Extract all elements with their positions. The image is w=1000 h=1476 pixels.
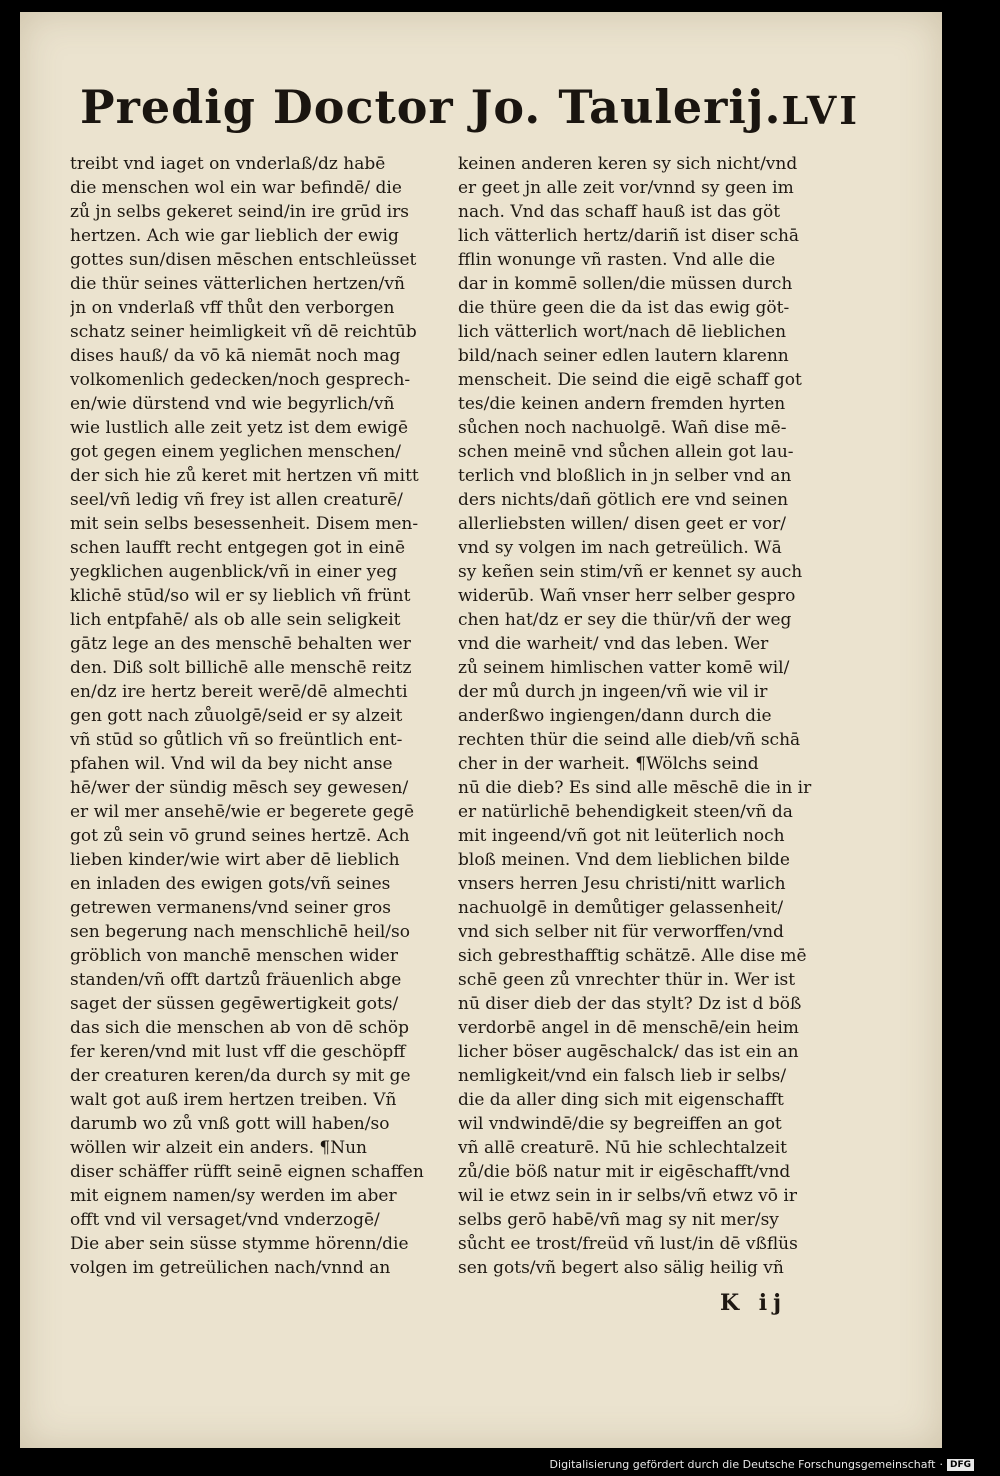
text-line: pfahen wil. Vnd wil da bey nicht anse: [70, 754, 393, 774]
text-line: vnd sy volgen im nach getreülich. Wā: [458, 538, 782, 558]
text-line: gottes sun/disen mēschen entschleüsset: [70, 250, 417, 270]
text-line: schen meinē vnd sůchen allein got lau-: [458, 442, 794, 462]
text-line: nū diser dieb der das stylt? Dz ist d böß: [458, 994, 802, 1014]
text-line: nachuolgē in demůtiger gelassenheit/: [458, 898, 784, 918]
footer-separator: ·: [939, 1458, 943, 1471]
text-line: sen gots/vñ begert also sälig heilig vñ: [458, 1258, 784, 1278]
text-line: diser schäffer rüfft seinē eignen schaffen: [70, 1162, 424, 1182]
text-line: die thür seines vätterlichen hertzen/vñ: [70, 274, 405, 294]
signature-mark: K ij: [720, 1290, 788, 1316]
text-line: der creaturen keren/da durch sy mit ge: [70, 1066, 411, 1086]
text-line: sůcht ee trost/freüd vñ lust/in dē vßflüs: [458, 1234, 798, 1254]
text-line: der sich hie zů keret mit hertzen vñ mitt: [70, 466, 419, 486]
text-line: vnd sich selber nit für verworffen/vnd: [458, 922, 784, 942]
text-line: wil ie etwz sein in ir selbs/vñ etwz vō ir: [458, 1186, 797, 1206]
text-line: sich gebresthafftig schätzē. Alle dise mē: [458, 946, 807, 966]
text-column-left: [70, 152, 450, 1280]
text-line: lich vätterlich wort/nach dē lieblichen: [458, 322, 787, 342]
text-line: ders nichts/dañ götlich ere vnd seinen: [458, 490, 789, 510]
text-line: tes/die keinen andern fremden hyrten: [458, 394, 786, 414]
text-line: nach. Vnd das schaff hauß ist das göt: [458, 202, 781, 222]
folio-number: LVI: [781, 88, 860, 133]
text-line: er natürlichē behendigkeit steen/vñ da: [458, 802, 793, 822]
text-line: vñ stūd so gůtlich vñ so freüntlich ent-: [70, 730, 403, 750]
footer: [550, 1458, 974, 1471]
text-line: gātz lege an des menschē behalten wer: [70, 634, 411, 654]
text-line: mit ingeend/vñ got nit leüterlich noch: [458, 826, 785, 846]
text-line: en inladen des ewigen gots/vñ seines: [70, 874, 391, 894]
text-line: hē/wer der sündig mēsch sey gewesen/: [70, 778, 409, 798]
text-line: er geet jn alle zeit vor/vnnd sy geen im: [458, 178, 794, 198]
text-line: schatz seiner heimligkeit vñ dē reichtūb: [70, 322, 417, 342]
text-line: bloß meinen. Vnd dem lieblichen bilde: [458, 850, 790, 870]
text-line: en/wie dürstend vnd wie begyrlich/vñ: [70, 394, 395, 414]
text-line: walt got auß irem hertzen treiben. Vñ: [70, 1090, 397, 1110]
text-line: sůchen noch nachuolgē. Wañ dise mē-: [458, 418, 787, 438]
text-line: chen hat/dz er sey die thür/vñ der weg: [458, 610, 792, 630]
text-line: rechten thür die seind alle dieb/vñ schā: [458, 730, 801, 750]
text-line: standen/vñ offt dartzů fräuenlich abge: [70, 970, 402, 990]
text-line: terlich vnd bloßlich in jn selber vnd an: [458, 466, 792, 486]
text-line: das sich die menschen ab von dē schöp: [70, 1018, 409, 1038]
text-line: widerūb. Wañ vnser herr selber gespro: [458, 586, 796, 606]
text-line: got gegen einem yeglichen menschen/: [70, 442, 401, 462]
text-line: gen gott nach zůuolgē/seid er sy alzeit: [70, 706, 403, 726]
text-line: nemligkeit/vnd ein falsch lieb ir selbs/: [458, 1066, 787, 1086]
text-line: gröblich von manchē menschen wider: [70, 946, 398, 966]
text-line: Die aber sein süsse stymme hörenn/die: [70, 1234, 409, 1254]
book-page: [20, 12, 942, 1448]
text-line: vñ allē creaturē. Nū hie schlechtalzeit: [458, 1138, 787, 1158]
text-line: treibt vnd iaget on vnderlaß/dz habē: [70, 154, 386, 174]
text-line: wil vndwindē/die sy begreiffen an got: [458, 1114, 782, 1134]
text-line: got zů sein vō grund seines hertzē. Ach: [70, 826, 410, 846]
text-line: selbs gerō habē/vñ mag sy nit mer/sy: [458, 1210, 779, 1230]
text-line: wöllen wir alzeit ein anders. ¶Nun: [70, 1138, 367, 1158]
text-line: die da aller ding sich mit eigenschafft: [458, 1090, 784, 1110]
text-line: klichē stūd/so wil er sy lieblich vñ frünt: [70, 586, 411, 606]
running-title: Predig Doctor Jo. Taulerij.: [80, 80, 782, 134]
text-line: keinen anderen keren sy sich nicht/vnd: [458, 154, 798, 174]
text-line: zů/die böß natur mit ir eigēschafft/vnd: [458, 1162, 791, 1182]
running-head: [80, 80, 860, 150]
text-line: zů seinem himlischen vatter komē wil/: [458, 658, 790, 678]
text-line: schē geen zů vnrechter thür in. Wer ist: [458, 970, 796, 990]
digitization-credit: Digitalisierung gefördert durch die Deutsche Forschungsgemeinschaft: [549, 1458, 936, 1471]
text-line: jn on vnderlaß vff thůt den verborgen: [70, 298, 395, 318]
text-line: saget der süssen gegēwertigkeit gots/: [70, 994, 399, 1014]
text-line: sy keñen sein stim/vñ er kennet sy auch: [458, 562, 803, 582]
text-line: dar in kommē sollen/die müssen durch: [458, 274, 793, 294]
text-line: volkomenlich gedecken/noch gesprech-: [70, 370, 411, 390]
text-line: vnsers herren Jesu christi/nitt warlich: [458, 874, 786, 894]
text-line: lieben kinder/wie wirt aber dē lieblich: [70, 850, 400, 870]
text-line: mit sein selbs besessenheit. Disem men-: [70, 514, 419, 534]
text-line: menscheit. Die seind die eigē schaff got: [458, 370, 802, 390]
text-line: cher in der warheit. ¶Wölchs seind: [458, 754, 759, 774]
text-line: allerliebsten willen/ disen geet er vor/: [458, 514, 786, 534]
text-line: offt vnd vil versaget/vnd vnderzogē/: [70, 1210, 380, 1230]
text-line: wie lustlich alle zeit yetz ist dem ewigē: [70, 418, 409, 438]
text-line: dises hauß/ da vō kā niemāt noch mag: [70, 346, 401, 366]
text-line: den. Diß solt billichē alle menschē reitz: [70, 658, 412, 678]
text-line: licher böser augēschalck/ das ist ein an: [458, 1042, 799, 1062]
dfg-logo-icon: DFG: [947, 1459, 974, 1471]
text-line: lich vätterlich hertz/dariñ ist diser schā: [458, 226, 800, 246]
text-line: zů jn selbs gekeret seind/in ire grūd irs: [70, 202, 410, 222]
text-line: en/dz ire hertz bereit werē/dē almechti: [70, 682, 408, 702]
text-line: bild/nach seiner edlen lautern klarenn: [458, 346, 789, 366]
text-line: volgen im getreülichen nach/vnnd an: [70, 1258, 391, 1278]
text-line: seel/vñ ledig vñ frey ist allen creaturē/: [70, 490, 403, 510]
text-line: darumb wo zů vnß gott will haben/so: [70, 1114, 390, 1134]
text-line: vnd die warheit/ vnd das leben. Wer: [458, 634, 769, 654]
text-line: fer keren/vnd mit lust vff die geschöpff: [70, 1042, 406, 1062]
text-line: schen laufft recht entgegen got in einē: [70, 538, 406, 558]
text-line: die menschen wol ein war befindē/ die: [70, 178, 402, 198]
text-line: mit eignem namen/sy werden im aber: [70, 1186, 397, 1206]
text-line: yegklichen augenblick/vñ in einer yeg: [70, 562, 398, 582]
text-line: er wil mer ansehē/wie er begerete gegē: [70, 802, 415, 822]
text-line: nū die dieb? Es sind alle mēschē die in ir: [458, 778, 812, 798]
text-line: sen begerung nach menschlichē heil/so: [70, 922, 410, 942]
text-line: die thüre geen die da ist das ewig göt-: [458, 298, 790, 318]
text-line: getrewen vermanens/vnd seiner gros: [70, 898, 391, 918]
text-column-right: [458, 152, 838, 1280]
text-line: fflin wonunge vñ rasten. Vnd alle die: [458, 250, 776, 270]
text-line: verdorbē angel in dē menschē/ein heim: [458, 1018, 799, 1038]
text-line: anderßwo ingiengen/dann durch die: [458, 706, 772, 726]
text-line: hertzen. Ach wie gar lieblich der ewig: [70, 226, 399, 246]
text-line: der mů durch jn ingeen/vñ wie vil ir: [458, 682, 768, 702]
text-line: lich entpfahē/ als ob alle sein seligkeit: [70, 610, 401, 630]
